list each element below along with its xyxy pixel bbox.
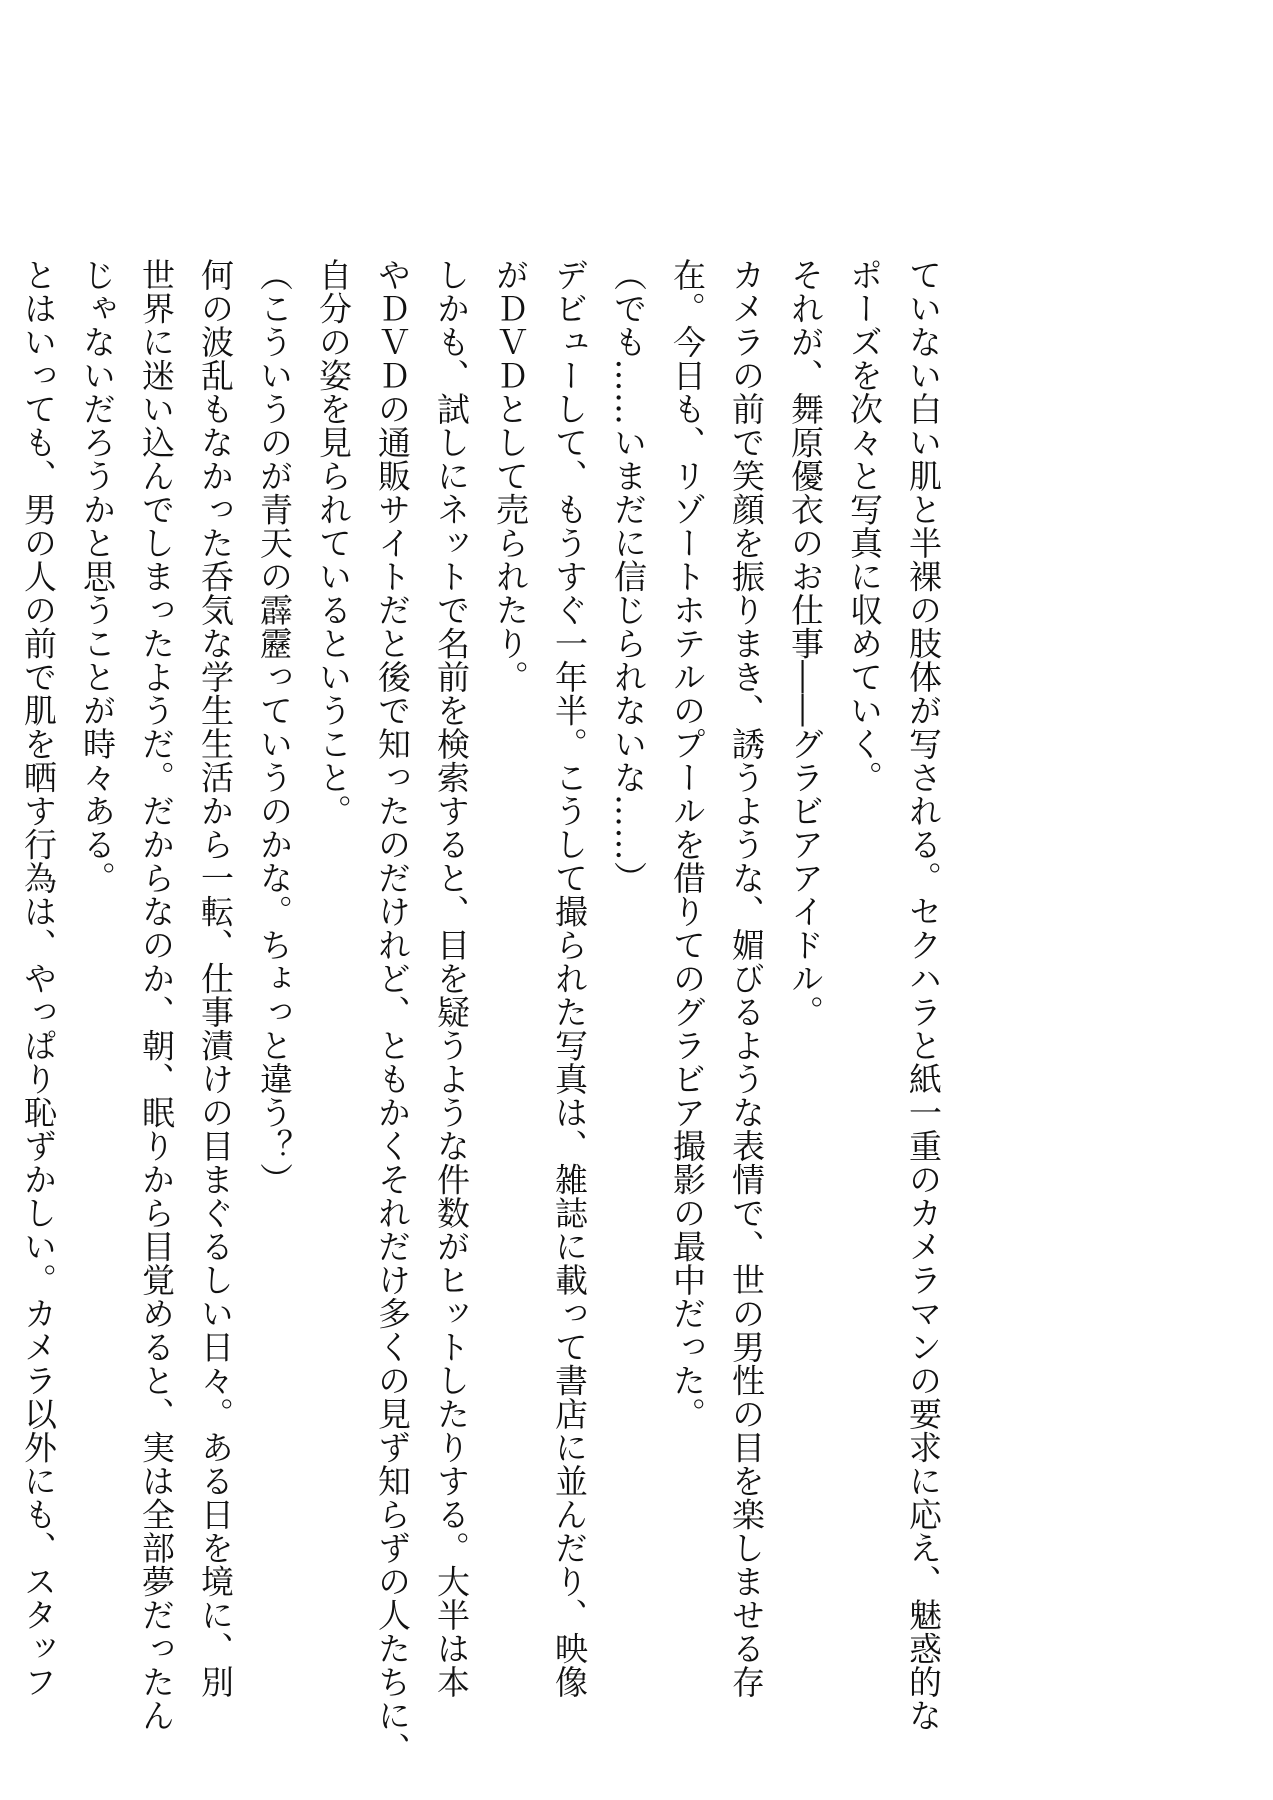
text-line: ポーズを次々と写真に収めていく。: [845, 258, 884, 794]
text-line: 世界に迷い込んでしまったようだ。だからなのか、朝、眠りから目覚めると、実は全部夢だったん: [137, 258, 176, 1732]
text-line: しかも、試しにネットで名前を検索すると、目を疑うような件数がヒットしたりする。大半は本: [432, 258, 471, 1699]
text-line: じゃないだろうかと思うことが時々ある。: [78, 258, 117, 895]
text-line: [0, 258, 9, 1558]
text-line: （こういうのが青天の霹靂っていうのかな。ちょっと違う？）: [255, 258, 294, 1196]
text-line: がＤＶＤとして売られたり。: [491, 258, 530, 694]
text-line: 在。今日も、リゾートホテルのプールを借りてのグラビア撮影の最中だった。: [668, 258, 707, 1431]
text-line: やＤＶＤの通販サイトだと後で知ったのだけれど、ともかくそれだけ多くの見ず知らずの人たちに、: [373, 258, 412, 1766]
text-line: デビューして、もうすぐ一年半。こうして撮られた写真は、雑誌に載って書店に並んだり、映像: [550, 258, 589, 1699]
text-line: それが、舞原優衣のお仕事――グラビアアイドル。: [786, 258, 825, 1029]
text-line: 自分の姿を見られているということ。: [314, 258, 353, 828]
text-line: （でも……いまだに信じられないな……）: [609, 258, 648, 895]
text-line: 何の波乱もなかった呑気な学生生活から一転、仕事漬けの目まぐるしい日々。ある日を境に、別: [196, 258, 235, 1699]
vertical-text-body: [0, 258, 953, 1766]
text-line: とはいっても、男の人の前で肌を晒す行為は、やっぱり恥ずかしい。カメラ以外にも、スタッフ: [19, 258, 58, 1699]
text-line: ていない白い肌と半裸の肢体が写される。セクハラと紙一重のカメラマンの要求に応え、魅惑的な: [904, 258, 943, 1732]
text-line: カメラの前で笑顔を振りまき、誘うような、媚びるような表情で、世の男性の目を楽しませる存: [727, 258, 766, 1699]
